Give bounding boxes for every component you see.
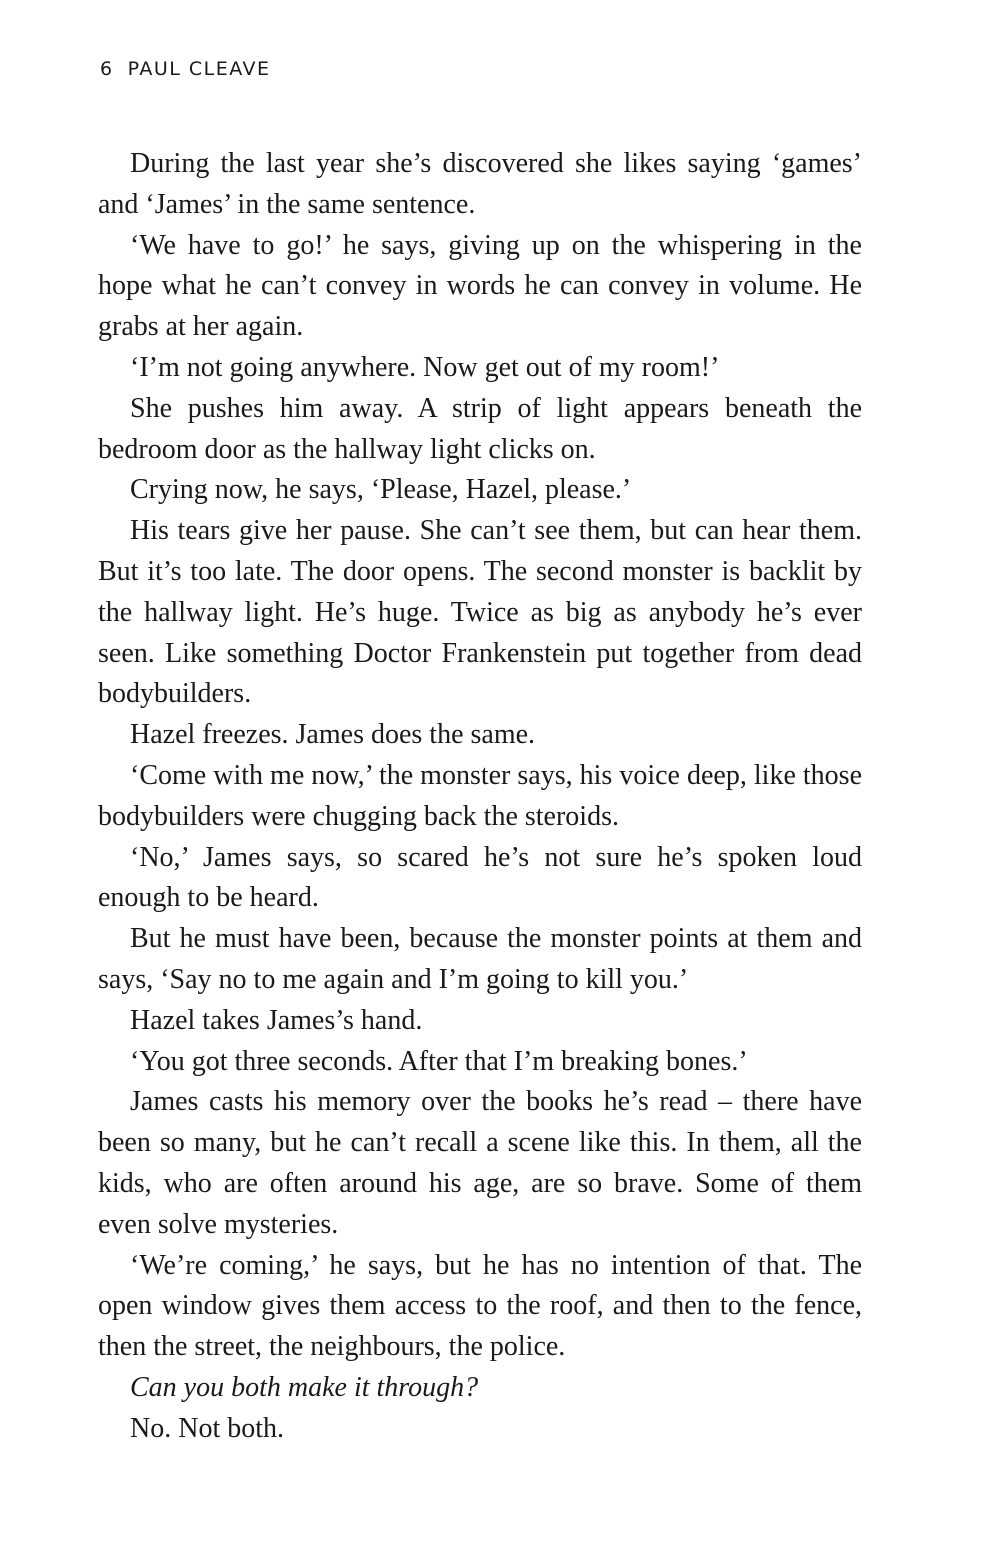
paragraph: Hazel freezes. James does the same.	[130, 719, 536, 751]
body-text	[98, 144, 862, 1450]
paragraph: ‘I’m not going anywhere. Now get out of my room!’	[130, 351, 720, 383]
paragraph: His tears give her pause. She can’t see them, but can hear them. But it’s too late. The door opens. The second monster is backlit by the hallway light. He’s huge. Twice as big as anybody he’s ever seen. Like something Doctor Frankenstein put together from dead bodybuilders.	[98, 515, 862, 710]
paragraph: She pushes him away. A strip of light appears beneath the bedroom door as the hallway light clicks on.	[98, 392, 862, 465]
paragraph: No. Not both.	[130, 1412, 284, 1444]
paragraph: ‘We have to go!’ he says, giving up on the whispering in the hope what he can’t convey in words he can convey in volume. He grabs at her again.	[98, 229, 862, 343]
paragraph: But he must have been, because the monster points at them and says, ‘Say no to me again and I’m going to kill you.’	[98, 923, 862, 995]
page-number: 6	[100, 58, 114, 80]
paragraph: ‘You got three seconds. After that I’m breaking bones.’	[130, 1045, 748, 1077]
paragraph: ‘We’re coming,’ he says, but he has no intention of that. The open window gives them access to the roof, and then to the fence, then the street, the neighbours, the police.	[98, 1249, 862, 1363]
author-name: PAUL CLEAVE	[127, 58, 271, 80]
paragraph: Hazel takes James’s hand.	[130, 1004, 423, 1036]
italic-thought: Can you both make it through?	[130, 1371, 479, 1403]
paragraph: ‘Come with me now,’ the monster says, his voice deep, like those bodybuilders were chugging back the steroids.	[98, 759, 862, 832]
paragraph: ‘No,’ James says, so scared he’s not sure he’s spoken loud enough to be heard.	[98, 841, 862, 914]
paragraph: During the last year she’s discovered she likes saying ‘games’ and ‘James’ in the same sentence.	[98, 148, 862, 220]
paragraph: James casts his memory over the books he’s read – there have been so many, but he can’t recall a scene like this. In them, all the kids, who are often around his age, are so brave. Some of them even solve mysteries.	[98, 1086, 862, 1240]
paragraph: Crying now, he says, ‘Please, Hazel, please.’	[130, 474, 632, 506]
running-head	[100, 58, 271, 80]
